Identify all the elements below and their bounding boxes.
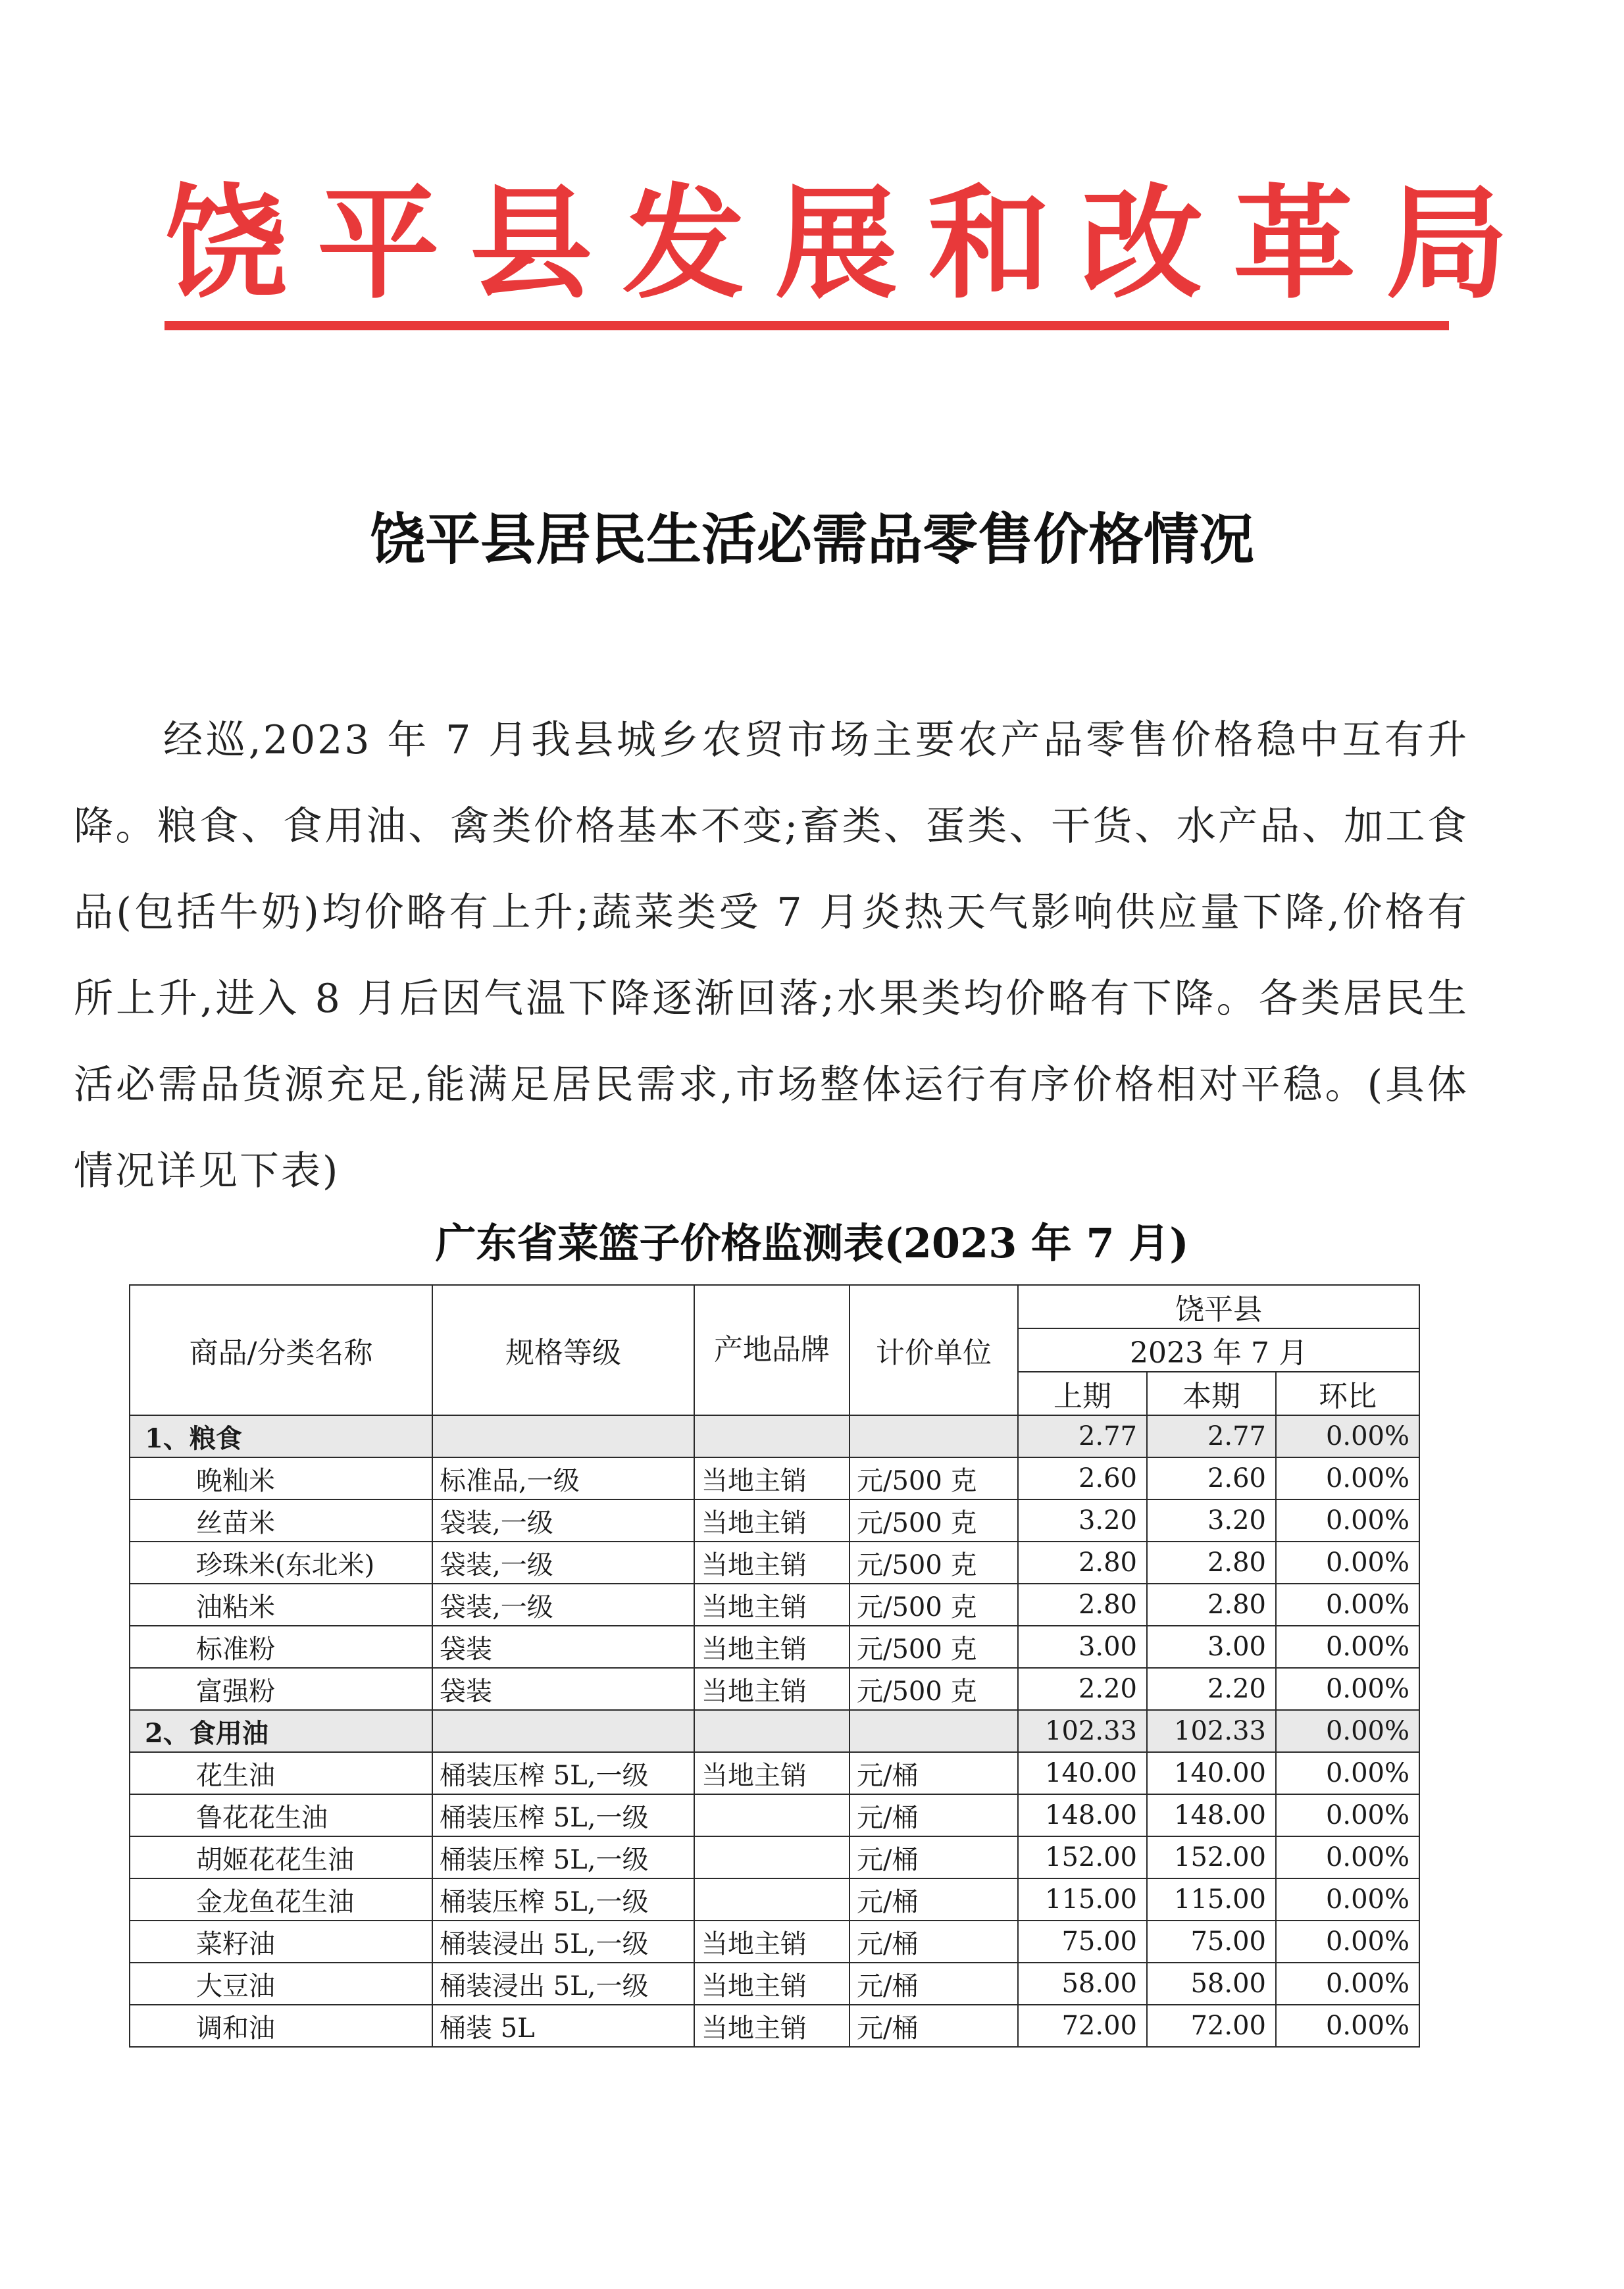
category-name: 1、粮食 <box>130 1415 432 1457</box>
header-prev: 上期 <box>1018 1372 1147 1415</box>
category-spec-empty <box>432 1710 694 1752</box>
item-name: 鲁花花生油 <box>130 1794 432 1836</box>
item-change: 0.00% <box>1276 1878 1419 1921</box>
table-row <box>130 1921 1419 1963</box>
item-curr: 75.00 <box>1147 1921 1276 1963</box>
item-name: 珍珠米(东北米) <box>130 1542 432 1584</box>
table-row <box>130 1626 1419 1668</box>
item-origin: 当地主销 <box>694 1963 850 2005</box>
table-row <box>130 2005 1419 2047</box>
item-curr: 148.00 <box>1147 1794 1276 1836</box>
item-prev: 2.80 <box>1018 1584 1147 1626</box>
item-curr: 2.80 <box>1147 1542 1276 1584</box>
item-unit: 元/500 克 <box>850 1542 1018 1584</box>
item-change: 0.00% <box>1276 1457 1419 1499</box>
item-origin: 当地主销 <box>694 1752 850 1794</box>
document-title: 饶平县居民生活必需品零售价格情况 <box>369 507 1254 572</box>
item-unit: 元/桶 <box>850 1836 1018 1878</box>
item-prev: 140.00 <box>1018 1752 1147 1794</box>
item-spec: 袋装 <box>432 1626 694 1668</box>
category-prev: 102.33 <box>1018 1710 1147 1752</box>
item-unit: 元/500 克 <box>850 1626 1018 1668</box>
item-unit: 元/桶 <box>850 1963 1018 2005</box>
table-row <box>130 1752 1419 1794</box>
item-change: 0.00% <box>1276 1542 1419 1584</box>
item-prev: 75.00 <box>1018 1921 1147 1963</box>
item-curr: 58.00 <box>1147 1963 1276 2005</box>
item-origin: 当地主销 <box>694 1584 850 1626</box>
item-prev: 152.00 <box>1018 1836 1147 1878</box>
item-prev: 3.20 <box>1018 1499 1147 1542</box>
item-name: 丝苗米 <box>130 1499 432 1542</box>
letterhead-red-rule <box>165 321 1449 330</box>
price-table-header <box>130 1285 1419 1415</box>
category-change: 0.00% <box>1276 1415 1419 1457</box>
item-name: 大豆油 <box>130 1963 432 2005</box>
item-origin: 当地主销 <box>694 2005 850 2047</box>
item-name: 标准粉 <box>130 1626 432 1668</box>
item-unit: 元/桶 <box>850 2005 1018 2047</box>
item-name: 油粘米 <box>130 1584 432 1626</box>
item-origin: 当地主销 <box>694 1499 850 1542</box>
header-unit: 计价单位 <box>850 1285 1018 1415</box>
item-unit: 元/桶 <box>850 1752 1018 1794</box>
header-name: 商品/分类名称 <box>130 1285 432 1415</box>
table-row <box>130 1836 1419 1878</box>
item-change: 0.00% <box>1276 2005 1419 2047</box>
category-name: 2、食用油 <box>130 1710 432 1752</box>
table-row <box>130 1963 1419 2005</box>
item-curr: 140.00 <box>1147 1752 1276 1794</box>
item-prev: 72.00 <box>1018 2005 1147 2047</box>
category-curr: 2.77 <box>1147 1415 1276 1457</box>
category-unit-empty <box>850 1710 1018 1752</box>
item-prev: 148.00 <box>1018 1794 1147 1836</box>
item-spec: 标准品,一级 <box>432 1457 694 1499</box>
price-table-body <box>130 1415 1419 2047</box>
category-prev: 2.77 <box>1018 1415 1147 1457</box>
body-paragraph: 经巡,2023 年 7 月我县城乡农贸市场主要农产品零售价格稳中互有升降。粮食、食用油、禽类价格基本不变;畜类、蛋类、干货、水产品、加工食品(包括牛奶)均价略有上升;蔬菜类受 7 月炎热天气影响供应量下降,价格有所上升,进入 8 月后因气温下降逐渐回落;水果类均价略有下降。各类居民生活必需品货源充足,能满足居民需求,市场整体运行有序价格相对平稳。(具体情况详见下表) <box>74 717 1469 1194</box>
item-name: 晚籼米 <box>130 1457 432 1499</box>
header-origin: 产地品牌 <box>694 1285 850 1415</box>
item-origin <box>694 1836 850 1878</box>
item-prev: 3.00 <box>1018 1626 1147 1668</box>
item-prev: 2.20 <box>1018 1668 1147 1710</box>
category-origin-empty <box>694 1710 850 1752</box>
item-unit: 元/500 克 <box>850 1584 1018 1626</box>
item-name: 胡姬花花生油 <box>130 1836 432 1878</box>
item-name: 花生油 <box>130 1752 432 1794</box>
item-origin <box>694 1794 850 1836</box>
item-origin <box>694 1878 850 1921</box>
item-name: 菜籽油 <box>130 1921 432 1963</box>
item-origin: 当地主销 <box>694 1457 850 1499</box>
item-prev: 58.00 <box>1018 1963 1147 2005</box>
item-spec: 袋装 <box>432 1668 694 1710</box>
item-curr: 2.80 <box>1147 1584 1276 1626</box>
item-spec: 桶装压榨 5L,一级 <box>432 1836 694 1878</box>
item-change: 0.00% <box>1276 1963 1419 2005</box>
item-curr: 152.00 <box>1147 1836 1276 1878</box>
header-change: 环比 <box>1276 1372 1419 1415</box>
item-spec: 袋装,一级 <box>432 1584 694 1626</box>
item-spec: 桶装浸出 5L,一级 <box>432 1921 694 1963</box>
item-prev: 2.60 <box>1018 1457 1147 1499</box>
item-name: 调和油 <box>130 2005 432 2047</box>
item-name: 富强粉 <box>130 1668 432 1710</box>
item-change: 0.00% <box>1276 1626 1419 1668</box>
header-period: 2023 年 7 月 <box>1018 1328 1419 1372</box>
item-curr: 115.00 <box>1147 1878 1276 1921</box>
item-spec: 桶装压榨 5L,一级 <box>432 1752 694 1794</box>
item-spec: 袋装,一级 <box>432 1542 694 1584</box>
item-origin: 当地主销 <box>694 1542 850 1584</box>
item-name: 金龙鱼花生油 <box>130 1878 432 1921</box>
item-curr: 3.20 <box>1147 1499 1276 1542</box>
table-row <box>130 1542 1419 1584</box>
table-title: 广东省菜篮子价格监测表(2023 年 7 月) <box>435 1219 1189 1267</box>
category-unit-empty <box>850 1415 1018 1457</box>
item-change: 0.00% <box>1276 1836 1419 1878</box>
item-prev: 2.80 <box>1018 1542 1147 1584</box>
header-region: 饶平县 <box>1018 1285 1419 1328</box>
category-origin-empty <box>694 1415 850 1457</box>
item-change: 0.00% <box>1276 1499 1419 1542</box>
item-curr: 72.00 <box>1147 2005 1276 2047</box>
table-row <box>130 1499 1419 1542</box>
item-spec: 桶装 5L <box>432 2005 694 2047</box>
category-curr: 102.33 <box>1147 1710 1276 1752</box>
item-curr: 2.20 <box>1147 1668 1276 1710</box>
category-spec-empty <box>432 1415 694 1457</box>
item-origin: 当地主销 <box>694 1668 850 1710</box>
header-spec: 规格等级 <box>432 1285 694 1415</box>
item-unit: 元/500 克 <box>850 1499 1018 1542</box>
item-change: 0.00% <box>1276 1584 1419 1626</box>
item-unit: 元/500 克 <box>850 1457 1018 1499</box>
category-row <box>130 1415 1419 1457</box>
table-row <box>130 1584 1419 1626</box>
letterhead-title: 饶平县发展和改革局 <box>165 171 1539 315</box>
item-spec: 袋装,一级 <box>432 1499 694 1542</box>
table-row <box>130 1794 1419 1836</box>
item-spec: 桶装压榨 5L,一级 <box>432 1878 694 1921</box>
item-prev: 115.00 <box>1018 1878 1147 1921</box>
item-change: 0.00% <box>1276 1752 1419 1794</box>
item-unit: 元/500 克 <box>850 1668 1018 1710</box>
item-curr: 2.60 <box>1147 1457 1276 1499</box>
table-row <box>130 1668 1419 1710</box>
item-unit: 元/桶 <box>850 1794 1018 1836</box>
table-row <box>130 1457 1419 1499</box>
header-curr: 本期 <box>1147 1372 1276 1415</box>
item-origin: 当地主销 <box>694 1921 850 1963</box>
item-change: 0.00% <box>1276 1668 1419 1710</box>
table-row <box>130 1878 1419 1921</box>
item-spec: 桶装压榨 5L,一级 <box>432 1794 694 1836</box>
item-curr: 3.00 <box>1147 1626 1276 1668</box>
item-origin: 当地主销 <box>694 1626 850 1668</box>
category-change: 0.00% <box>1276 1710 1419 1752</box>
item-change: 0.00% <box>1276 1921 1419 1963</box>
item-unit: 元/桶 <box>850 1921 1018 1963</box>
item-change: 0.00% <box>1276 1794 1419 1836</box>
category-row <box>130 1710 1419 1752</box>
item-spec: 桶装浸出 5L,一级 <box>432 1963 694 2005</box>
item-unit: 元/桶 <box>850 1878 1018 1921</box>
price-table <box>129 1284 1420 2048</box>
